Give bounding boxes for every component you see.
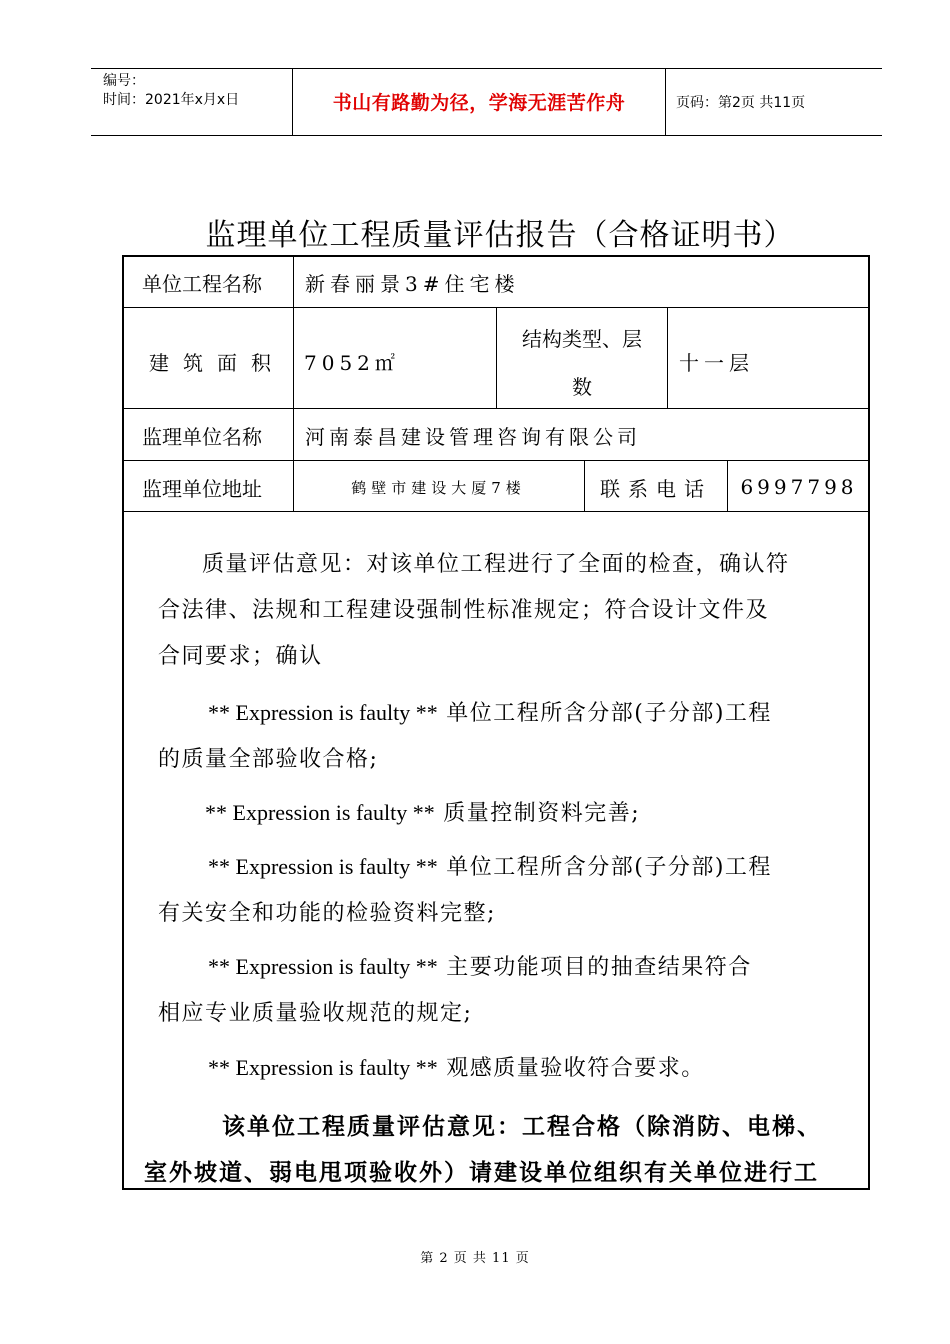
- area-value: 7052㎡: [304, 350, 400, 375]
- time-label: 时间：2021年x月x日: [103, 92, 240, 108]
- opinion-line: 质量评估意见：对该单位工程进行了全面的检查，确认符: [202, 552, 790, 577]
- document-title: 监理单位工程质量评估报告（合格证明书）: [205, 218, 795, 253]
- structure-label-cont: 数: [572, 374, 592, 399]
- error-text: ** Expression is faulty **: [208, 1055, 438, 1080]
- table-rule: [122, 408, 870, 409]
- supervisor-address-label: 监理单位地址: [142, 476, 262, 501]
- conclusion-paragraph: [144, 1104, 854, 1196]
- number-label: 编号：: [103, 73, 145, 89]
- opinion-line: 观感质量验收符合要求。: [446, 1056, 705, 1081]
- opinion-line: 相应专业质量验收规范的规定;: [158, 1001, 473, 1026]
- opinion-line: 单位工程所含分部(子分部)工程: [446, 701, 772, 726]
- opinion-line: 合同要求；确认: [158, 644, 323, 669]
- opinion-item: [158, 844, 838, 937]
- opinion-line: 合法律、法规和工程建设强制性标准规定；符合设计文件及: [158, 598, 770, 623]
- opinion-item: [158, 944, 838, 1037]
- structure-label: 结构类型、层: [522, 326, 642, 351]
- opinion-item: [158, 1045, 838, 1092]
- area-label: 建筑面积: [149, 350, 285, 375]
- phone-label: 联系电话: [600, 476, 712, 501]
- header-divider: [665, 68, 666, 135]
- table-rule: [667, 307, 668, 408]
- phone-value: 6997798: [740, 475, 858, 499]
- opinion-paragraph: [158, 542, 838, 680]
- conclusion-line: 室外坡道、弱电甩项验收外）请建设单位组织有关单位进行工: [144, 1159, 819, 1186]
- header-bottom-rule: [91, 135, 882, 136]
- table-rule: [122, 460, 870, 461]
- page-footer: 第 2 页 共 11 页: [420, 1251, 530, 1266]
- structure-value: 十一层: [679, 350, 754, 375]
- page-info: 页码：第2页 共11页: [676, 95, 806, 111]
- project-name-label: 单位工程名称: [142, 272, 262, 296]
- opinion-line: 有关安全和功能的检验资料完整;: [158, 901, 496, 926]
- error-text: ** Expression is faulty **: [208, 854, 438, 879]
- error-text: ** Expression is faulty **: [208, 700, 438, 725]
- error-text: ** Expression is faulty **: [205, 800, 435, 825]
- opinion-line: 的质量全部验收合格;: [158, 747, 379, 772]
- opinion-line: 单位工程所含分部(子分部)工程: [446, 855, 772, 880]
- opinion-item: [158, 690, 838, 783]
- opinion-line: 主要功能项目的抽查结果符合: [446, 955, 752, 980]
- conclusion-line: 该单位工程质量评估意见：工程合格（除消防、电梯、: [222, 1113, 822, 1140]
- supervisor-address-value: 鹤壁市建设大厦7楼: [351, 478, 526, 497]
- error-text: ** Expression is faulty **: [208, 954, 438, 979]
- supervisor-name-value: 河南泰昌建设管理咨询有限公司: [305, 424, 641, 449]
- motto: 书山有路勤为径，学海无涯苦作舟: [332, 92, 626, 114]
- opinion-item: [158, 790, 838, 837]
- header-top-rule: [91, 68, 882, 69]
- project-name-value: 新春丽景3#住宅楼: [305, 272, 520, 296]
- supervisor-name-label: 监理单位名称: [142, 424, 262, 449]
- opinion-line: 质量控制资料完善;: [443, 801, 641, 826]
